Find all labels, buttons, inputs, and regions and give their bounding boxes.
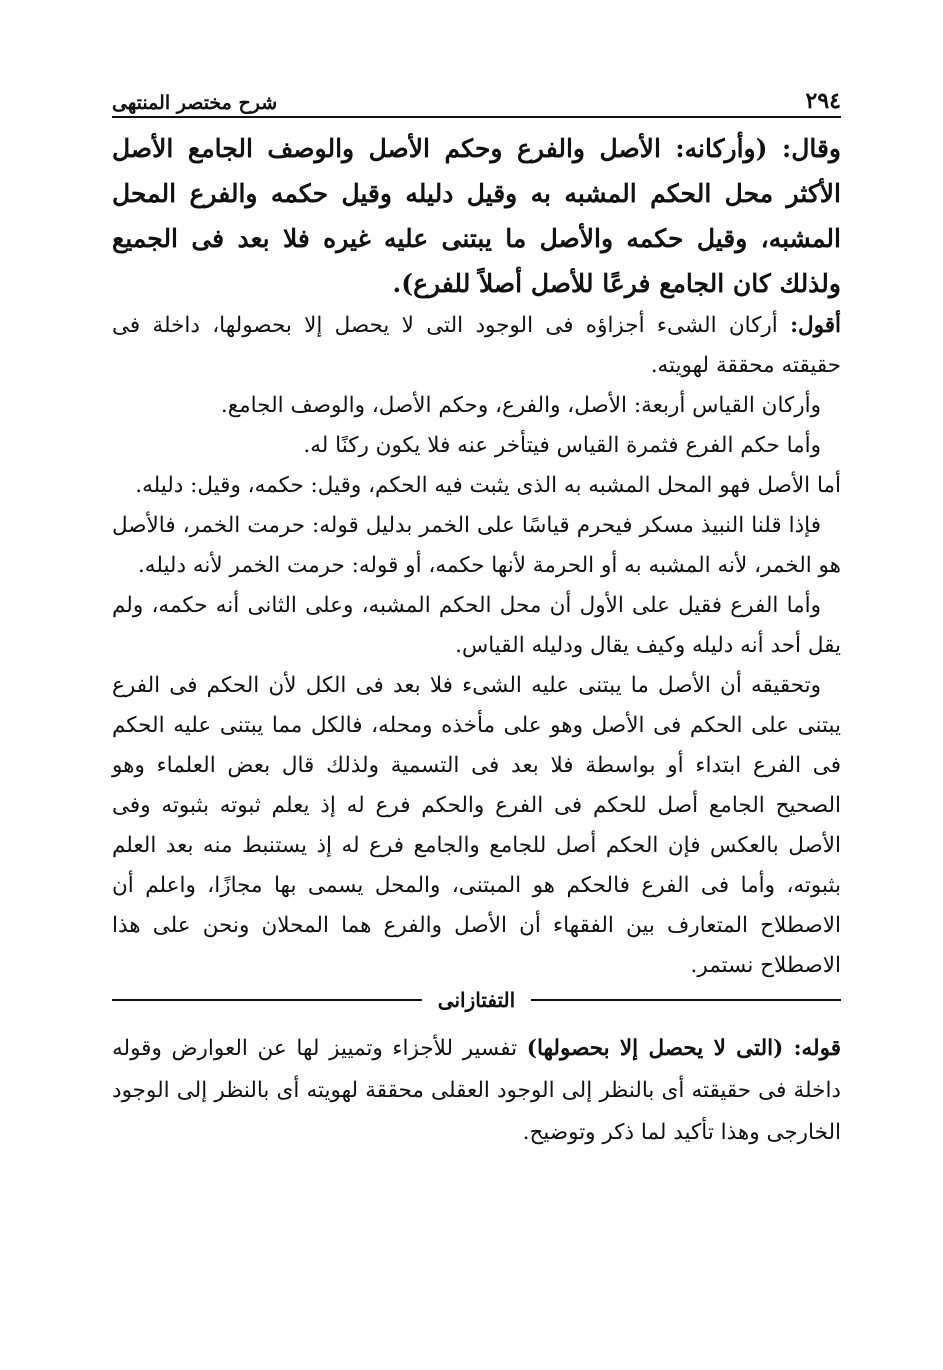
paragraph-text: أركان الشىء أجزاؤه فى الوجود التى لا يحصل إلا بحصولها، داخلة فى حقيقته محققة لهويته. <box>112 313 841 378</box>
header-rule <box>112 116 841 118</box>
commentary-lead: قوله: (التى لا يحصل إلا بحصولها) <box>526 1036 841 1061</box>
commentary-divider <box>112 988 841 1012</box>
commentary-author: التفتازانى <box>437 988 516 1012</box>
body-paragraph-6: وأما الفرع فقيل على الأول أن محل الحكم المشبه، وعلى الثانى أنه حكمه، ولم يقل أحد أنه دليله وكيف يقال ودليله القياس. <box>112 593 841 658</box>
book-title: شرح مختصر المنتهى <box>112 92 278 114</box>
body-paragraph-7: وتحقيقه أن الأصل ما يبتنى عليه الشىء فلا بعد فى الكل لأن الحكم فى الفرع يبتنى على الحكم فى الأصل وهو على مأخذه ومحله، فالكل مما يبتنى عليه الحكم فى الفرع ابتداء أو بواسطة فلا بعد فى التسمية ولذلك قال بعض العلماء وهو الصحيح الجامع أصل للحكم فى الفرع والحكم فرع له إذ يعلم ثبوته بثبوته وفى الأصل بالعكس فإن الحكم أصل للجامع والجامع فرع له إذ يستنبط منه بعد العلم بثبوته، وأما فى الفرع فالحكم هو المبتنى، والمحل يسمى بها مجازًا، واعلم أن الاصطلاح المتعارف بين الفقهاء أن الأصل والفرع هما المحلان ونحن على هذا الاصطلاح نستمر. <box>112 673 841 978</box>
divider-line-right <box>531 999 841 1001</box>
body-paragraph-1 <box>112 306 841 386</box>
matn-text: وقال: (وأركانه: الأصل والفرع وحكم الأصل والوصف الجامع الأصل الأكثر محل الحكم المشبه به وقيل دليله وقيل حكمه والفرع المحل المشبه، وقيل حكمه والأصل ما يبتنى عليه غيره فلا بعد فى الجميع ولذلك كان الجامع فرعًا للأصل أصلاً للفرع). <box>112 134 841 298</box>
body-paragraph-4: أما الأصل فهو المحل المشبه به الذى يثبت فيه الحكم، وقيل: حكمه، وقيل: دليله. <box>135 473 841 498</box>
page-number: ٢٩٤ <box>805 88 841 114</box>
body-paragraph-5: فإذا قلنا النبيذ مسكر فيحرم قياسًا على الخمر بدليل قوله: حرمت الخمر، فالأصل هو الخمر، لأنه المشبه به أو الحرمة لأنها حكمه، أو قوله: حرمت الخمر لأنه دليله. <box>112 513 841 578</box>
body-paragraph-2: وأركان القياس أربعة: الأصل، والفرع، وحكم الأصل، والوصف الجامع. <box>220 393 821 418</box>
running-header <box>112 78 841 114</box>
divider-line-left <box>112 999 422 1001</box>
body-paragraph-3: وأما حكم الفرع فثمرة القياس فيتأخر عنه فلا يكون ركنًا له. <box>303 433 821 458</box>
commentary-body: تفسير للأجزاء وتمييز لها عن العوارض وقوله داخلة فى حقيقته أى بالنظر إلى الوجود العقلى محققة لهويته أى بالنظر إلى الوجود الخارجى وهذا تأكيد لما ذكر وتوضيح. <box>112 1036 841 1145</box>
commentary-text <box>112 1028 841 1154</box>
paragraph-lead-word: أقول: <box>790 313 841 338</box>
